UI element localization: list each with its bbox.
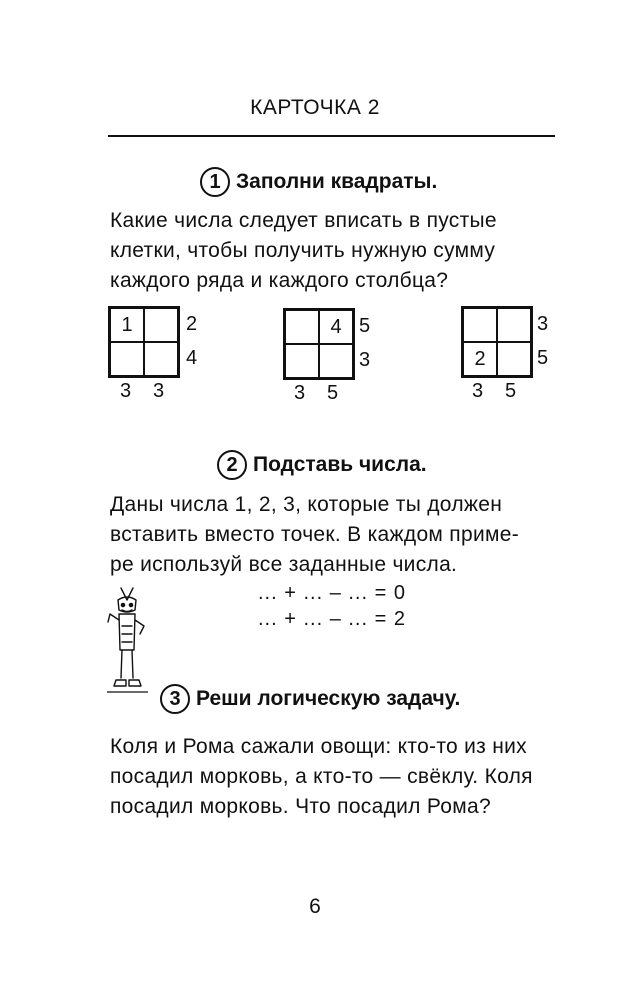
task-2-title: Подставь числа. [253, 453, 427, 476]
pencil-character-icon [102, 586, 154, 696]
equation: ... + ... – ... = 0 [258, 582, 406, 604]
col-sum: 3 [120, 380, 132, 402]
grid-cell: 4 [319, 310, 353, 344]
task-3-line: посадил морковь. Что посадил Рома? [110, 795, 491, 818]
row-sum: 2 [186, 313, 198, 335]
task-3-text [110, 732, 533, 822]
row-sum: 3 [359, 349, 371, 371]
task-3-number: 3 [160, 684, 190, 714]
row-sum: 5 [537, 347, 549, 369]
title-divider [108, 135, 555, 137]
grid-cell [463, 308, 497, 342]
equation: ... + ... – ... = 2 [258, 608, 406, 630]
row-sum: 3 [537, 313, 549, 335]
grid-cell: 2 [463, 342, 497, 376]
col-sum: 5 [505, 380, 517, 402]
grid-cell [285, 344, 319, 378]
grid-cell [497, 308, 531, 342]
square-grid-1 [108, 306, 180, 378]
task-1-number: 1 [200, 167, 230, 197]
task-3-heading [160, 684, 460, 714]
task-2-line: ре используй все заданные числа. [110, 553, 458, 576]
grid-cell: 1 [110, 308, 144, 342]
square-grid-2 [283, 308, 355, 380]
page-number: 6 [309, 895, 321, 918]
square-grid-3 [461, 306, 533, 378]
task-2-heading [217, 450, 427, 480]
task-1-heading [200, 167, 437, 197]
row-sum: 4 [186, 347, 198, 369]
grid-cell [144, 308, 178, 342]
grid-cell [110, 342, 144, 376]
col-sum: 3 [472, 380, 484, 402]
task-2-number: 2 [217, 450, 247, 480]
grid-cell [497, 342, 531, 376]
task-1-text [110, 206, 497, 296]
task-1-line: Какие числа следует вписать в пустые [110, 209, 497, 232]
task-2-line: Даны числа 1, 2, 3, которые ты должен [110, 493, 503, 516]
col-sum: 5 [327, 382, 339, 404]
pencil-character-illustration [102, 586, 154, 696]
row-sum: 5 [359, 315, 371, 337]
grid-cell [319, 344, 353, 378]
task-3-title: Реши логическую задачу. [196, 687, 461, 710]
task-2-text [110, 490, 519, 580]
task-3-line: Коля и Рома сажали овощи: кто-то из них [110, 735, 527, 758]
card-title: КАРТОЧКА 2 [250, 96, 380, 119]
col-sum: 3 [153, 380, 165, 402]
col-sum: 3 [294, 382, 306, 404]
task-3-line: посадил морковь, а кто-то — свёклу. Коля [110, 765, 533, 788]
task-1-line: каждого ряда и каждого столбца? [110, 269, 449, 292]
task-1-title: Заполни квадраты. [236, 170, 438, 193]
grid-cell [285, 310, 319, 344]
task-2-line: вставить вместо точек. В каждом приме- [110, 523, 519, 546]
task-1-line: клетки, чтобы получить нужную сумму [110, 239, 496, 262]
grid-cell [144, 342, 178, 376]
